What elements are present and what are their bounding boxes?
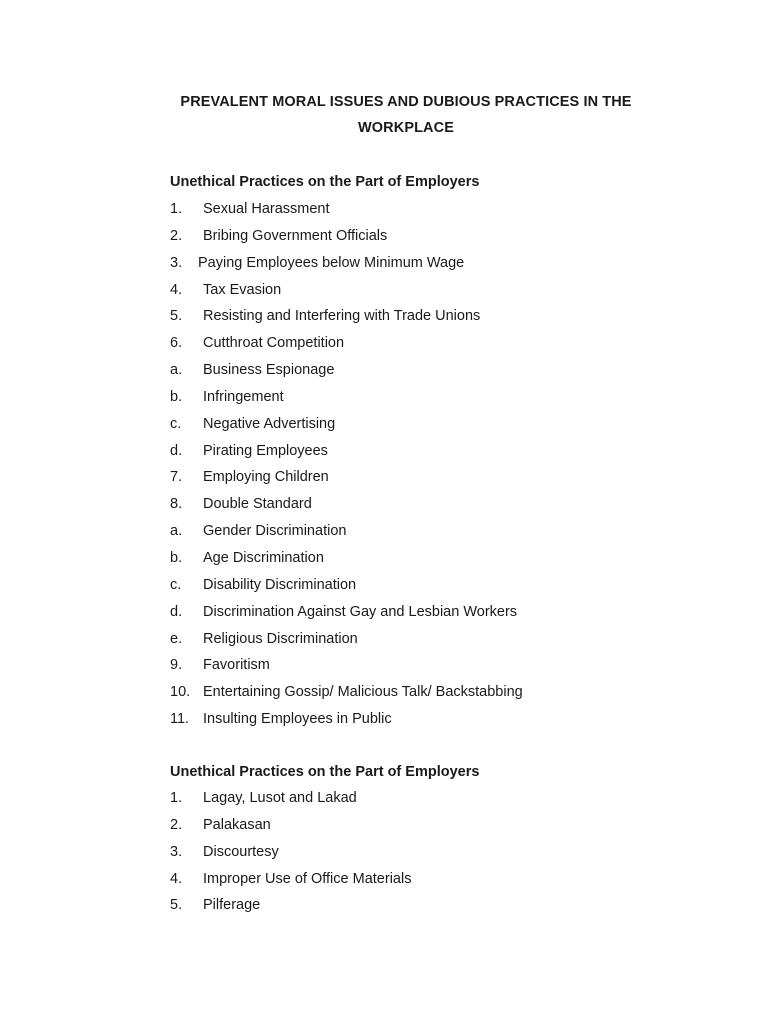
- list-item: [170, 787, 411, 814]
- list-item: [170, 279, 523, 306]
- list-item-text: Religious Discrimination: [203, 630, 358, 647]
- list-item: [170, 440, 523, 467]
- list-item: [170, 681, 523, 708]
- list-marker: 11.: [170, 711, 190, 728]
- list-marker: b.: [170, 388, 183, 405]
- list-item: [170, 198, 523, 225]
- list-item-text: Infringement: [203, 388, 284, 405]
- employer-practices-list: [170, 198, 523, 735]
- section-heading-employees: Unethical Practices on the Part of Employers: [170, 764, 480, 780]
- list-item-text: Double Standard: [203, 496, 312, 513]
- list-item-text: Tax Evasion: [203, 281, 282, 298]
- list-item-text: Lagay, Lusot and Lakad: [203, 790, 357, 806]
- list-item: [170, 601, 523, 628]
- list-item-text: Paying Employees below Minimum Wage: [198, 254, 465, 271]
- list-item: [170, 574, 523, 601]
- list-marker: a.: [170, 362, 183, 379]
- list-item-text: Pirating Employees: [203, 442, 328, 459]
- list-item-text: Employing Children: [203, 469, 329, 486]
- list-item: [170, 520, 523, 547]
- list-item-text: Insulting Employees in Public: [203, 711, 392, 728]
- list-marker: 7.: [170, 469, 183, 486]
- list-marker: 6.: [170, 335, 183, 352]
- list-item-text: Business Espionage: [203, 362, 335, 379]
- list-item-text: Disability Discrimination: [203, 576, 357, 593]
- list-item-text: Palakasan: [203, 816, 271, 833]
- list-marker: 4.: [170, 281, 183, 298]
- list-marker: c.: [170, 415, 182, 432]
- list-item-text: Bribing Government Officials: [203, 227, 388, 244]
- list-item: [170, 708, 523, 735]
- list-item: [170, 305, 523, 332]
- document-title-line-1: PREVALENT MORAL ISSUES AND DUBIOUS PRACTICES IN THE: [180, 94, 632, 110]
- list-item: [170, 814, 411, 841]
- list-item-text: Improper Use of Office Materials: [203, 870, 412, 887]
- list-item: [170, 252, 523, 279]
- list-marker: 2.: [170, 816, 183, 833]
- list-item-text: Entertaining Gossip/ Malicious Talk/ Backstabbing: [203, 684, 523, 701]
- list-item-text: Pilferage: [203, 897, 261, 914]
- list-item-text: Gender Discrimination: [203, 523, 347, 540]
- list-item: [170, 386, 523, 413]
- list-item-text: Resisting and Interfering with Trade Unions: [203, 308, 481, 325]
- list-item: [170, 628, 523, 655]
- list-item-text: Cutthroat Competition: [203, 335, 345, 352]
- list-marker: 1.: [170, 201, 183, 217]
- list-marker: 5.: [170, 897, 183, 914]
- list-marker: d.: [170, 442, 183, 459]
- list-item: [170, 841, 411, 868]
- list-marker: 10.: [170, 684, 191, 701]
- list-marker: e.: [170, 630, 183, 647]
- list-item: [170, 547, 523, 574]
- list-item: [170, 466, 523, 493]
- list-item: [170, 225, 523, 252]
- list-item: [170, 868, 411, 895]
- list-item: [170, 894, 411, 921]
- list-item-text: Favoritism: [203, 657, 270, 674]
- section-heading-employers: Unethical Practices on the Part of Employers: [170, 174, 480, 190]
- list-marker: b.: [170, 549, 183, 566]
- list-item: [170, 413, 523, 440]
- list-item: [170, 359, 523, 386]
- list-item-text: Sexual Harassment: [203, 201, 330, 217]
- list-marker: 3.: [170, 843, 183, 860]
- list-marker: 1.: [170, 790, 183, 806]
- list-marker: c.: [170, 576, 182, 593]
- list-item-text: Discrimination Against Gay and Lesbian Workers: [203, 603, 518, 620]
- list-marker: a.: [170, 523, 183, 540]
- list-item: [170, 493, 523, 520]
- document-title-line-2: WORKPLACE: [358, 120, 454, 136]
- list-marker: 3.: [170, 254, 183, 271]
- list-item-text: Discourtesy: [203, 843, 279, 860]
- employee-practices-list: [170, 787, 411, 921]
- list-marker: 9.: [170, 657, 183, 674]
- list-marker: 4.: [170, 870, 183, 887]
- list-item: [170, 332, 523, 359]
- list-marker: 5.: [170, 308, 183, 325]
- list-marker: d.: [170, 603, 183, 620]
- list-marker: 8.: [170, 496, 183, 513]
- list-item-text: Age Discrimination: [203, 549, 324, 566]
- list-item: [170, 654, 523, 681]
- list-item-text: Negative Advertising: [203, 415, 336, 432]
- list-marker: 2.: [170, 227, 183, 244]
